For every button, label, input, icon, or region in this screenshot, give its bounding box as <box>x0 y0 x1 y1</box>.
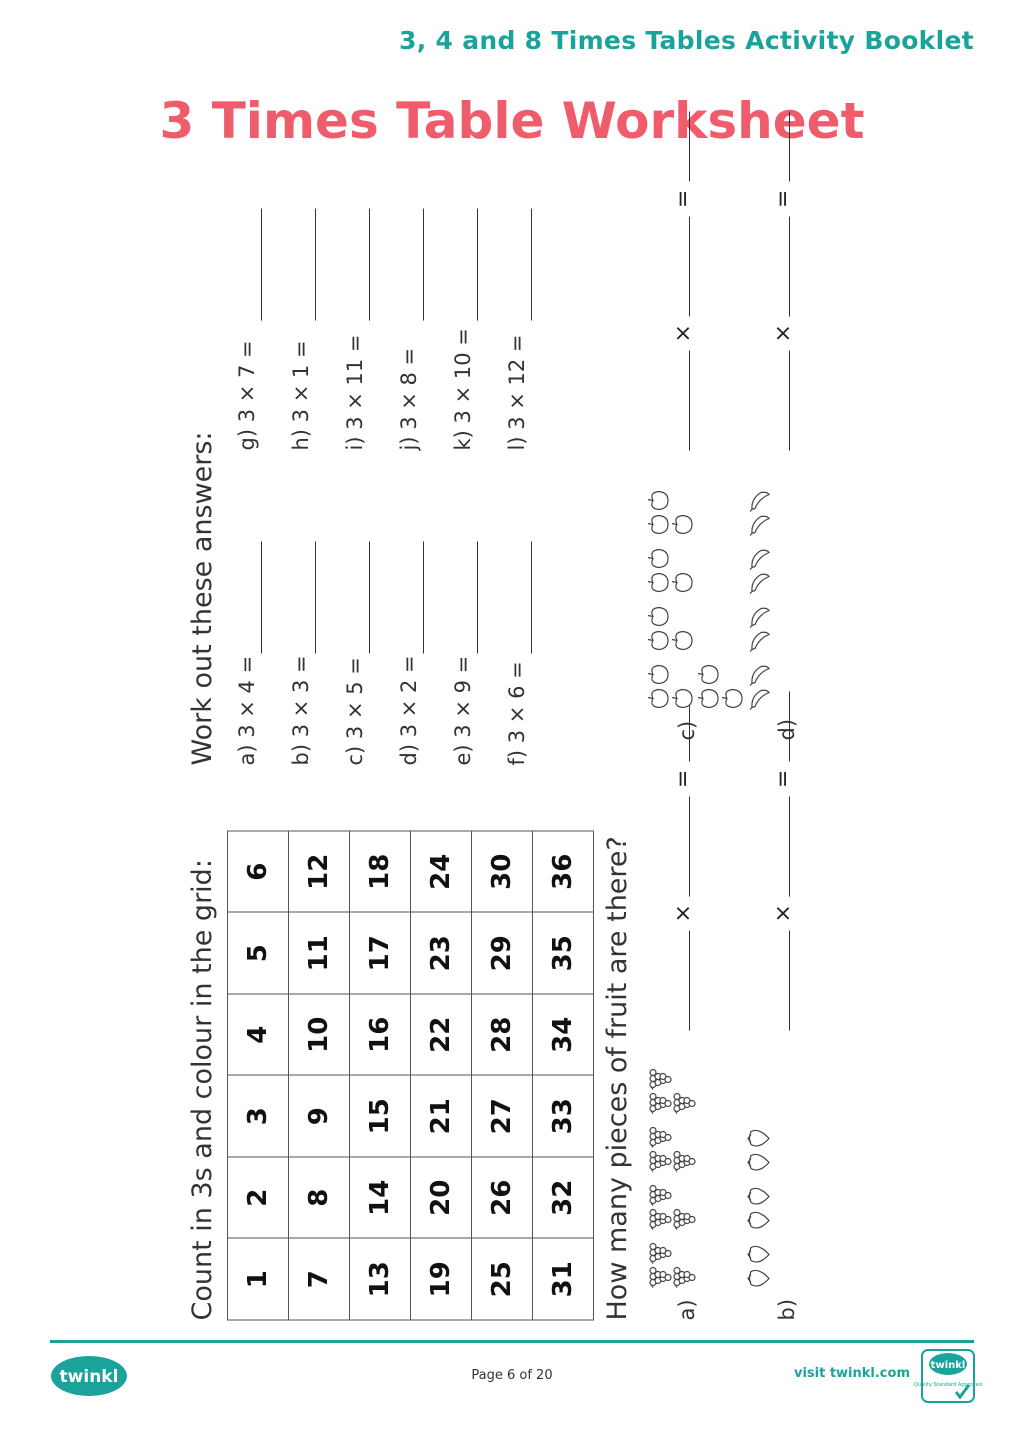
answer-line[interactable] <box>369 209 370 321</box>
fruit-group <box>747 601 771 653</box>
fruit-equation <box>771 692 796 1031</box>
grid-cell[interactable]: 33 <box>533 1076 594 1158</box>
grapes-icon <box>671 1209 695 1233</box>
grid-cell[interactable]: 13 <box>350 1239 411 1321</box>
strawberry-icon <box>747 1127 771 1151</box>
fruit-group <box>747 485 771 537</box>
question-text: h) 3 × 1 = <box>289 340 313 451</box>
apple-icon <box>647 605 671 629</box>
answer-line[interactable] <box>789 931 790 1031</box>
answer-line[interactable] <box>789 112 790 182</box>
grid-cell[interactable]: 23 <box>411 913 472 995</box>
footer-rule <box>50 1340 974 1343</box>
page-title: 3 Times Table Worksheet <box>159 92 865 150</box>
page-number: Page 6 of 20 <box>471 1368 553 1383</box>
answer-line[interactable] <box>369 542 370 654</box>
grid-cell[interactable]: 8 <box>289 1157 350 1239</box>
apple-icon <box>647 489 671 513</box>
grid-cell[interactable]: 9 <box>289 1076 350 1158</box>
svg-text:twinkl: twinkl <box>59 1367 119 1387</box>
grid-cell[interactable]: 19 <box>411 1239 472 1321</box>
grid-row <box>289 831 350 1320</box>
fruit-question-label: d) <box>775 718 799 741</box>
times-symbol: × <box>671 324 696 343</box>
answer-line[interactable] <box>531 542 532 654</box>
grid-cell[interactable]: 26 <box>472 1157 533 1239</box>
grid-cell[interactable]: 16 <box>350 994 411 1076</box>
banana-icon <box>747 605 771 629</box>
fruit-group <box>647 1123 695 1175</box>
answer-line[interactable] <box>789 216 790 316</box>
grid-cell[interactable]: 7 <box>289 1239 350 1321</box>
answer-line[interactable] <box>689 931 690 1031</box>
grapes-icon <box>647 1093 671 1117</box>
apple-icon <box>647 629 671 653</box>
question-text: l) 3 × 12 = <box>505 334 529 451</box>
grid-cell[interactable]: 2 <box>228 1157 289 1239</box>
grid-cell[interactable]: 22 <box>411 994 472 1076</box>
grid-cell[interactable]: 4 <box>228 994 289 1076</box>
grid-cell[interactable]: 1 <box>228 1239 289 1321</box>
grid-cell[interactable]: 12 <box>289 831 350 913</box>
grid-cell[interactable]: 28 <box>472 994 533 1076</box>
answers-list <box>187 176 567 766</box>
strawberry-icon <box>747 1185 771 1209</box>
grid-row <box>411 831 472 1320</box>
question-text: j) 3 × 8 = <box>397 347 421 451</box>
answer-line[interactable] <box>531 209 532 321</box>
grid-cell[interactable]: 10 <box>289 994 350 1076</box>
apple-icon <box>647 547 671 571</box>
answer-line[interactable] <box>423 209 424 321</box>
question-text: g) 3 × 7 = <box>235 340 259 451</box>
grid-cell[interactable]: 31 <box>533 1239 594 1321</box>
grapes-icon <box>647 1209 671 1233</box>
grapes-icon <box>647 1069 671 1093</box>
grapes-icon <box>647 1185 671 1209</box>
fruit-group <box>647 601 695 653</box>
answer-line[interactable] <box>477 209 478 321</box>
equals-symbol: = <box>671 189 696 209</box>
apple-icon <box>647 687 671 711</box>
answer-line[interactable] <box>261 209 262 321</box>
banana-icon <box>747 663 771 687</box>
fruit-group <box>647 1239 695 1291</box>
grid-cell[interactable]: 3 <box>228 1076 289 1158</box>
strawberry-icon <box>747 1243 771 1267</box>
apple-icon <box>671 571 695 595</box>
answer-line[interactable] <box>689 796 690 896</box>
equals-symbol: = <box>671 769 696 789</box>
svg-text:Quality Standard Approved: Quality Standard Approved <box>914 1382 982 1388</box>
grapes-icon <box>671 1267 695 1291</box>
banana-icon <box>747 687 771 711</box>
apple-icon <box>671 629 695 653</box>
question-text: k) 3 × 10 = <box>451 328 475 451</box>
answer-line[interactable] <box>423 542 424 654</box>
grid-cell[interactable]: 14 <box>350 1157 411 1239</box>
fruit-picture <box>747 471 771 711</box>
fruit-question-label: a) <box>675 1299 699 1321</box>
apple-icon <box>697 663 721 687</box>
quality-badge <box>914 1348 982 1404</box>
question-text: d) 3 × 2 = <box>397 655 421 766</box>
grid-row <box>472 831 533 1320</box>
apple-icon <box>671 513 695 537</box>
visit-link[interactable]: visit twinkl.com <box>793 1366 910 1381</box>
fruit-questions <box>637 176 837 1321</box>
grid-cell[interactable]: 30 <box>472 831 533 913</box>
fruit-picture <box>647 471 745 711</box>
grid-cell[interactable]: 36 <box>533 831 594 913</box>
banana-icon <box>747 571 771 595</box>
grid-cell[interactable]: 6 <box>228 831 289 913</box>
grid-cell[interactable]: 5 <box>228 913 289 995</box>
fruit-equation <box>771 112 796 451</box>
grid-cell[interactable]: 11 <box>289 913 350 995</box>
grapes-icon <box>647 1267 671 1291</box>
fruit-group <box>747 1123 771 1175</box>
question-text: a) 3 × 4 = <box>235 655 259 766</box>
question-text: i) 3 × 11 = <box>343 334 367 451</box>
answer-line[interactable] <box>689 112 690 182</box>
grid-cell[interactable]: 21 <box>411 1076 472 1158</box>
grid-cell[interactable]: 34 <box>533 994 594 1076</box>
grid-instruction: Count in 3s and colour in the grid: <box>187 859 218 1321</box>
banana-icon <box>747 629 771 653</box>
grapes-icon <box>647 1243 671 1267</box>
apple-icon <box>721 687 745 711</box>
answer-line[interactable] <box>689 351 690 451</box>
grid-cell[interactable]: 29 <box>472 913 533 995</box>
apple-icon <box>697 687 721 711</box>
fruit-group <box>747 1239 771 1291</box>
fruit-group <box>747 1181 771 1233</box>
equals-symbol: = <box>771 769 796 789</box>
times-symbol: × <box>771 324 796 343</box>
grapes-icon <box>647 1151 671 1175</box>
fruit-group <box>647 1181 695 1233</box>
apple-icon <box>647 571 671 595</box>
answers-instruction: Work out these answers: <box>187 431 218 766</box>
grapes-icon <box>647 1127 671 1151</box>
grapes-icon <box>671 1151 695 1175</box>
fruit-group <box>747 659 771 711</box>
strawberry-icon <box>747 1209 771 1233</box>
strawberry-icon <box>747 1267 771 1291</box>
grid-row <box>228 831 289 1320</box>
fruit-group <box>647 1065 695 1117</box>
fruit-group <box>647 485 695 537</box>
strawberry-icon <box>747 1151 771 1175</box>
apple-icon <box>671 687 695 711</box>
grid-cell[interactable]: 18 <box>350 831 411 913</box>
grid-row <box>350 831 411 1320</box>
grapes-icon <box>671 1093 695 1117</box>
svg-text:twinkl: twinkl <box>930 1360 966 1371</box>
answer-line[interactable] <box>315 209 316 321</box>
grid-cell[interactable]: 27 <box>472 1076 533 1158</box>
question-text: e) 3 × 9 = <box>451 655 475 766</box>
question-text: c) 3 × 5 = <box>343 657 367 766</box>
apple-icon <box>647 663 671 687</box>
fruit-picture <box>647 1051 695 1291</box>
worksheet-content <box>187 176 837 1321</box>
answer-line[interactable] <box>315 542 316 654</box>
answer-line[interactable] <box>261 542 262 654</box>
apple-icon <box>647 513 671 537</box>
times-symbol: × <box>671 904 696 923</box>
times-symbol: × <box>771 904 796 923</box>
fruit-group <box>697 659 745 711</box>
fruit-equation <box>671 112 696 451</box>
equals-symbol: = <box>771 189 796 209</box>
answer-line[interactable] <box>689 216 690 316</box>
answer-line[interactable] <box>789 351 790 451</box>
banana-icon <box>747 513 771 537</box>
banana-icon <box>747 489 771 513</box>
banana-icon <box>747 547 771 571</box>
question-text: f) 3 × 6 = <box>505 661 529 766</box>
fruit-group <box>647 659 695 711</box>
grid-cell[interactable]: 24 <box>411 831 472 913</box>
fruit-question-label: b) <box>775 1298 799 1321</box>
grid-cell[interactable]: 15 <box>350 1076 411 1158</box>
fruit-picture <box>747 1051 771 1291</box>
grid-cell[interactable]: 25 <box>472 1239 533 1321</box>
fruit-group <box>747 543 771 595</box>
grid-cell[interactable]: 35 <box>533 913 594 995</box>
grid-cell[interactable]: 17 <box>350 913 411 995</box>
answer-line[interactable] <box>789 796 790 896</box>
grid-cell[interactable]: 32 <box>533 1157 594 1239</box>
grid-cell[interactable]: 20 <box>411 1157 472 1239</box>
fruit-group <box>647 543 695 595</box>
fruit-equation <box>671 692 696 1031</box>
question-text: b) 3 × 3 = <box>289 655 313 766</box>
fruit-instruction: How many pieces of fruit are there? <box>602 836 633 1321</box>
answer-line[interactable] <box>477 542 478 654</box>
booklet-title: 3, 4 and 8 Times Tables Activity Booklet <box>399 26 974 55</box>
number-grid <box>227 831 594 1321</box>
grid-row <box>533 831 594 1320</box>
fruit-question-label: c) <box>675 720 699 741</box>
